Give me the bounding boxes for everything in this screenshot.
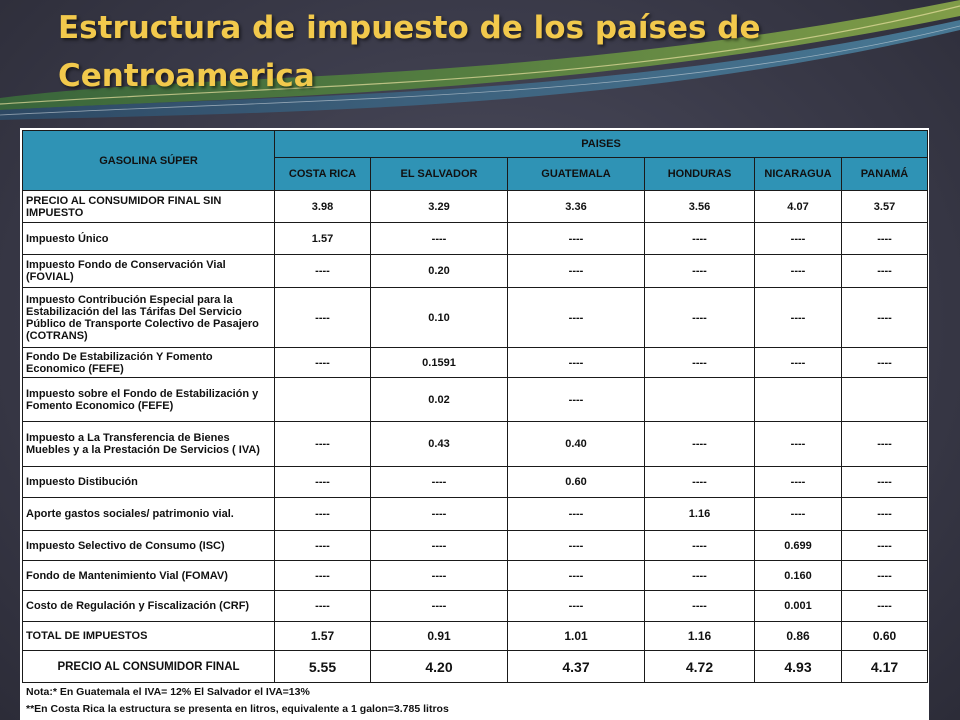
cell-value: ----: [371, 591, 508, 622]
cell-value: ----: [508, 498, 645, 531]
final-price-value: 4.37: [508, 651, 645, 683]
cell-value: 1.16: [645, 498, 755, 531]
slide-title-line-1: Estructura de impuesto de los países de: [58, 10, 761, 46]
cell-value: ----: [371, 498, 508, 531]
total-value: 1.01: [508, 622, 645, 651]
table-row: [23, 255, 928, 288]
total-value: 0.60: [842, 622, 928, 651]
table-row: [23, 591, 928, 622]
row-label: Impuesto Selectivo de Consumo (ISC): [23, 531, 275, 561]
cell-value: ----: [508, 531, 645, 561]
cell-value: 0.60: [508, 467, 645, 498]
cell-value: ----: [645, 223, 755, 255]
table-row: [23, 561, 928, 591]
table-row: [23, 498, 928, 531]
cell-value: ----: [645, 561, 755, 591]
cell-value: ----: [508, 223, 645, 255]
cell-value: ----: [755, 223, 842, 255]
cell-value: 3.56: [645, 191, 755, 223]
cell-value: ----: [371, 561, 508, 591]
table-corner-header: GASOLINA SÚPER: [23, 131, 275, 191]
cell-value: ----: [755, 348, 842, 378]
cell-value: ----: [275, 561, 371, 591]
cell-value: ----: [755, 467, 842, 498]
cell-value: ----: [371, 467, 508, 498]
row-label: Impuesto sobre el Fondo de Estabilización y Fomento Economico (FEFE): [23, 378, 275, 422]
cell-value: 3.29: [371, 191, 508, 223]
table-row: [23, 191, 928, 223]
final-price-value: 4.20: [371, 651, 508, 683]
cell-value: ----: [842, 422, 928, 467]
cell-value: ----: [371, 531, 508, 561]
row-label: Costo de Regulación y Fiscalización (CRF): [23, 591, 275, 622]
table-row: [23, 223, 928, 255]
row-label: Impuesto Distibución: [23, 467, 275, 498]
cell-value: ----: [842, 591, 928, 622]
cell-value: ----: [275, 288, 371, 348]
cell-value: 0.40: [508, 422, 645, 467]
final-price-value: 4.17: [842, 651, 928, 683]
cell-value: ----: [645, 348, 755, 378]
cell-value: ----: [508, 591, 645, 622]
row-label: Impuesto a La Transferencia de Bienes Muebles y a la Prestación De Servicios ( IVA): [23, 422, 275, 467]
slide-title: [58, 4, 938, 100]
cell-value: ----: [842, 348, 928, 378]
country-header: HONDURAS: [645, 158, 755, 191]
country-header: PANAMÁ: [842, 158, 928, 191]
cell-value: ----: [275, 255, 371, 288]
cell-value: ----: [755, 255, 842, 288]
slide-title-line-2: Centroamerica: [58, 58, 315, 94]
cell-value: ----: [842, 531, 928, 561]
total-value: 0.91: [371, 622, 508, 651]
cell-value: ----: [275, 498, 371, 531]
cell-value: ----: [842, 498, 928, 531]
cell-value: ----: [508, 561, 645, 591]
total-taxes-label: TOTAL DE IMPUESTOS: [23, 622, 275, 651]
cell-value: ----: [275, 531, 371, 561]
cell-value: ----: [275, 422, 371, 467]
cell-value: ----: [755, 288, 842, 348]
final-price-value: 5.55: [275, 651, 371, 683]
cell-value: [645, 378, 755, 422]
cell-value: ----: [508, 255, 645, 288]
row-label: Impuesto Contribución Especial para la Estabilización del las Tárifas Del Servicio Público de Transporte Colectivo de Pasajero (COTRANS): [23, 288, 275, 348]
final-price-value: 4.72: [645, 651, 755, 683]
cell-value: ----: [842, 223, 928, 255]
cell-value: ----: [645, 531, 755, 561]
total-taxes-row: [23, 622, 928, 651]
cell-value: 0.001: [755, 591, 842, 622]
cell-value: ----: [508, 378, 645, 422]
cell-value: ----: [645, 288, 755, 348]
table-row: [23, 378, 928, 422]
cell-value: [755, 378, 842, 422]
cell-value: ----: [508, 348, 645, 378]
table-row: [23, 467, 928, 498]
cell-value: ----: [645, 422, 755, 467]
country-header: NICARAGUA: [755, 158, 842, 191]
cell-value: 0.699: [755, 531, 842, 561]
cell-value: ----: [645, 255, 755, 288]
cell-value: ----: [275, 467, 371, 498]
country-header: COSTA RICA: [275, 158, 371, 191]
table-row: [23, 531, 928, 561]
cell-value: ----: [645, 591, 755, 622]
table-row: [23, 348, 928, 378]
cell-value: 3.36: [508, 191, 645, 223]
cell-value: ----: [842, 288, 928, 348]
row-label: Aporte gastos sociales/ patrimonio vial.: [23, 498, 275, 531]
note-line-1: Nota:* En Guatemala el IVA= 12% El Salvador el IVA=13%: [26, 686, 310, 698]
final-price-value: 4.93: [755, 651, 842, 683]
final-price-label: PRECIO AL CONSUMIDOR FINAL: [23, 651, 275, 683]
country-header: GUATEMALA: [508, 158, 645, 191]
row-label: Impuesto Único: [23, 223, 275, 255]
cell-value: 3.98: [275, 191, 371, 223]
final-price-row: [23, 651, 928, 683]
cell-value: ----: [275, 591, 371, 622]
table-row: [23, 288, 928, 348]
row-label: Impuesto Fondo de Conservación Vial (FOVIAL): [23, 255, 275, 288]
cell-value: 0.43: [371, 422, 508, 467]
cell-value: ----: [371, 223, 508, 255]
cell-value: ----: [842, 467, 928, 498]
table-notes: [26, 684, 449, 718]
cell-value: ----: [755, 498, 842, 531]
note-line-2: **En Costa Rica la estructura se presenta en litros, equivalente a 1 galon=3.785 litros: [26, 703, 449, 715]
cell-value: 1.57: [275, 223, 371, 255]
cell-value: 0.10: [371, 288, 508, 348]
row-label: Fondo de Mantenimiento Vial (FOMAV): [23, 561, 275, 591]
tax-structure-table: [22, 130, 928, 683]
country-header: EL SALVADOR: [371, 158, 508, 191]
cell-value: 0.20: [371, 255, 508, 288]
tax-table-panel: [20, 128, 929, 720]
cell-value: ----: [508, 288, 645, 348]
countries-group-header: PAISES: [275, 131, 928, 158]
cell-value: 3.57: [842, 191, 928, 223]
cell-value: ----: [275, 348, 371, 378]
cell-value: ----: [755, 422, 842, 467]
cell-value: 0.160: [755, 561, 842, 591]
cell-value: 0.02: [371, 378, 508, 422]
cell-value: ----: [645, 467, 755, 498]
total-value: 1.16: [645, 622, 755, 651]
row-label: PRECIO AL CONSUMIDOR FINAL SIN IMPUESTO: [23, 191, 275, 223]
cell-value: [842, 378, 928, 422]
total-value: 1.57: [275, 622, 371, 651]
cell-value: 4.07: [755, 191, 842, 223]
cell-value: [275, 378, 371, 422]
row-label: Fondo De Estabilización Y Fomento Economico (FEFE): [23, 348, 275, 378]
table-row: [23, 422, 928, 467]
cell-value: 0.1591: [371, 348, 508, 378]
cell-value: ----: [842, 561, 928, 591]
cell-value: ----: [842, 255, 928, 288]
total-value: 0.86: [755, 622, 842, 651]
